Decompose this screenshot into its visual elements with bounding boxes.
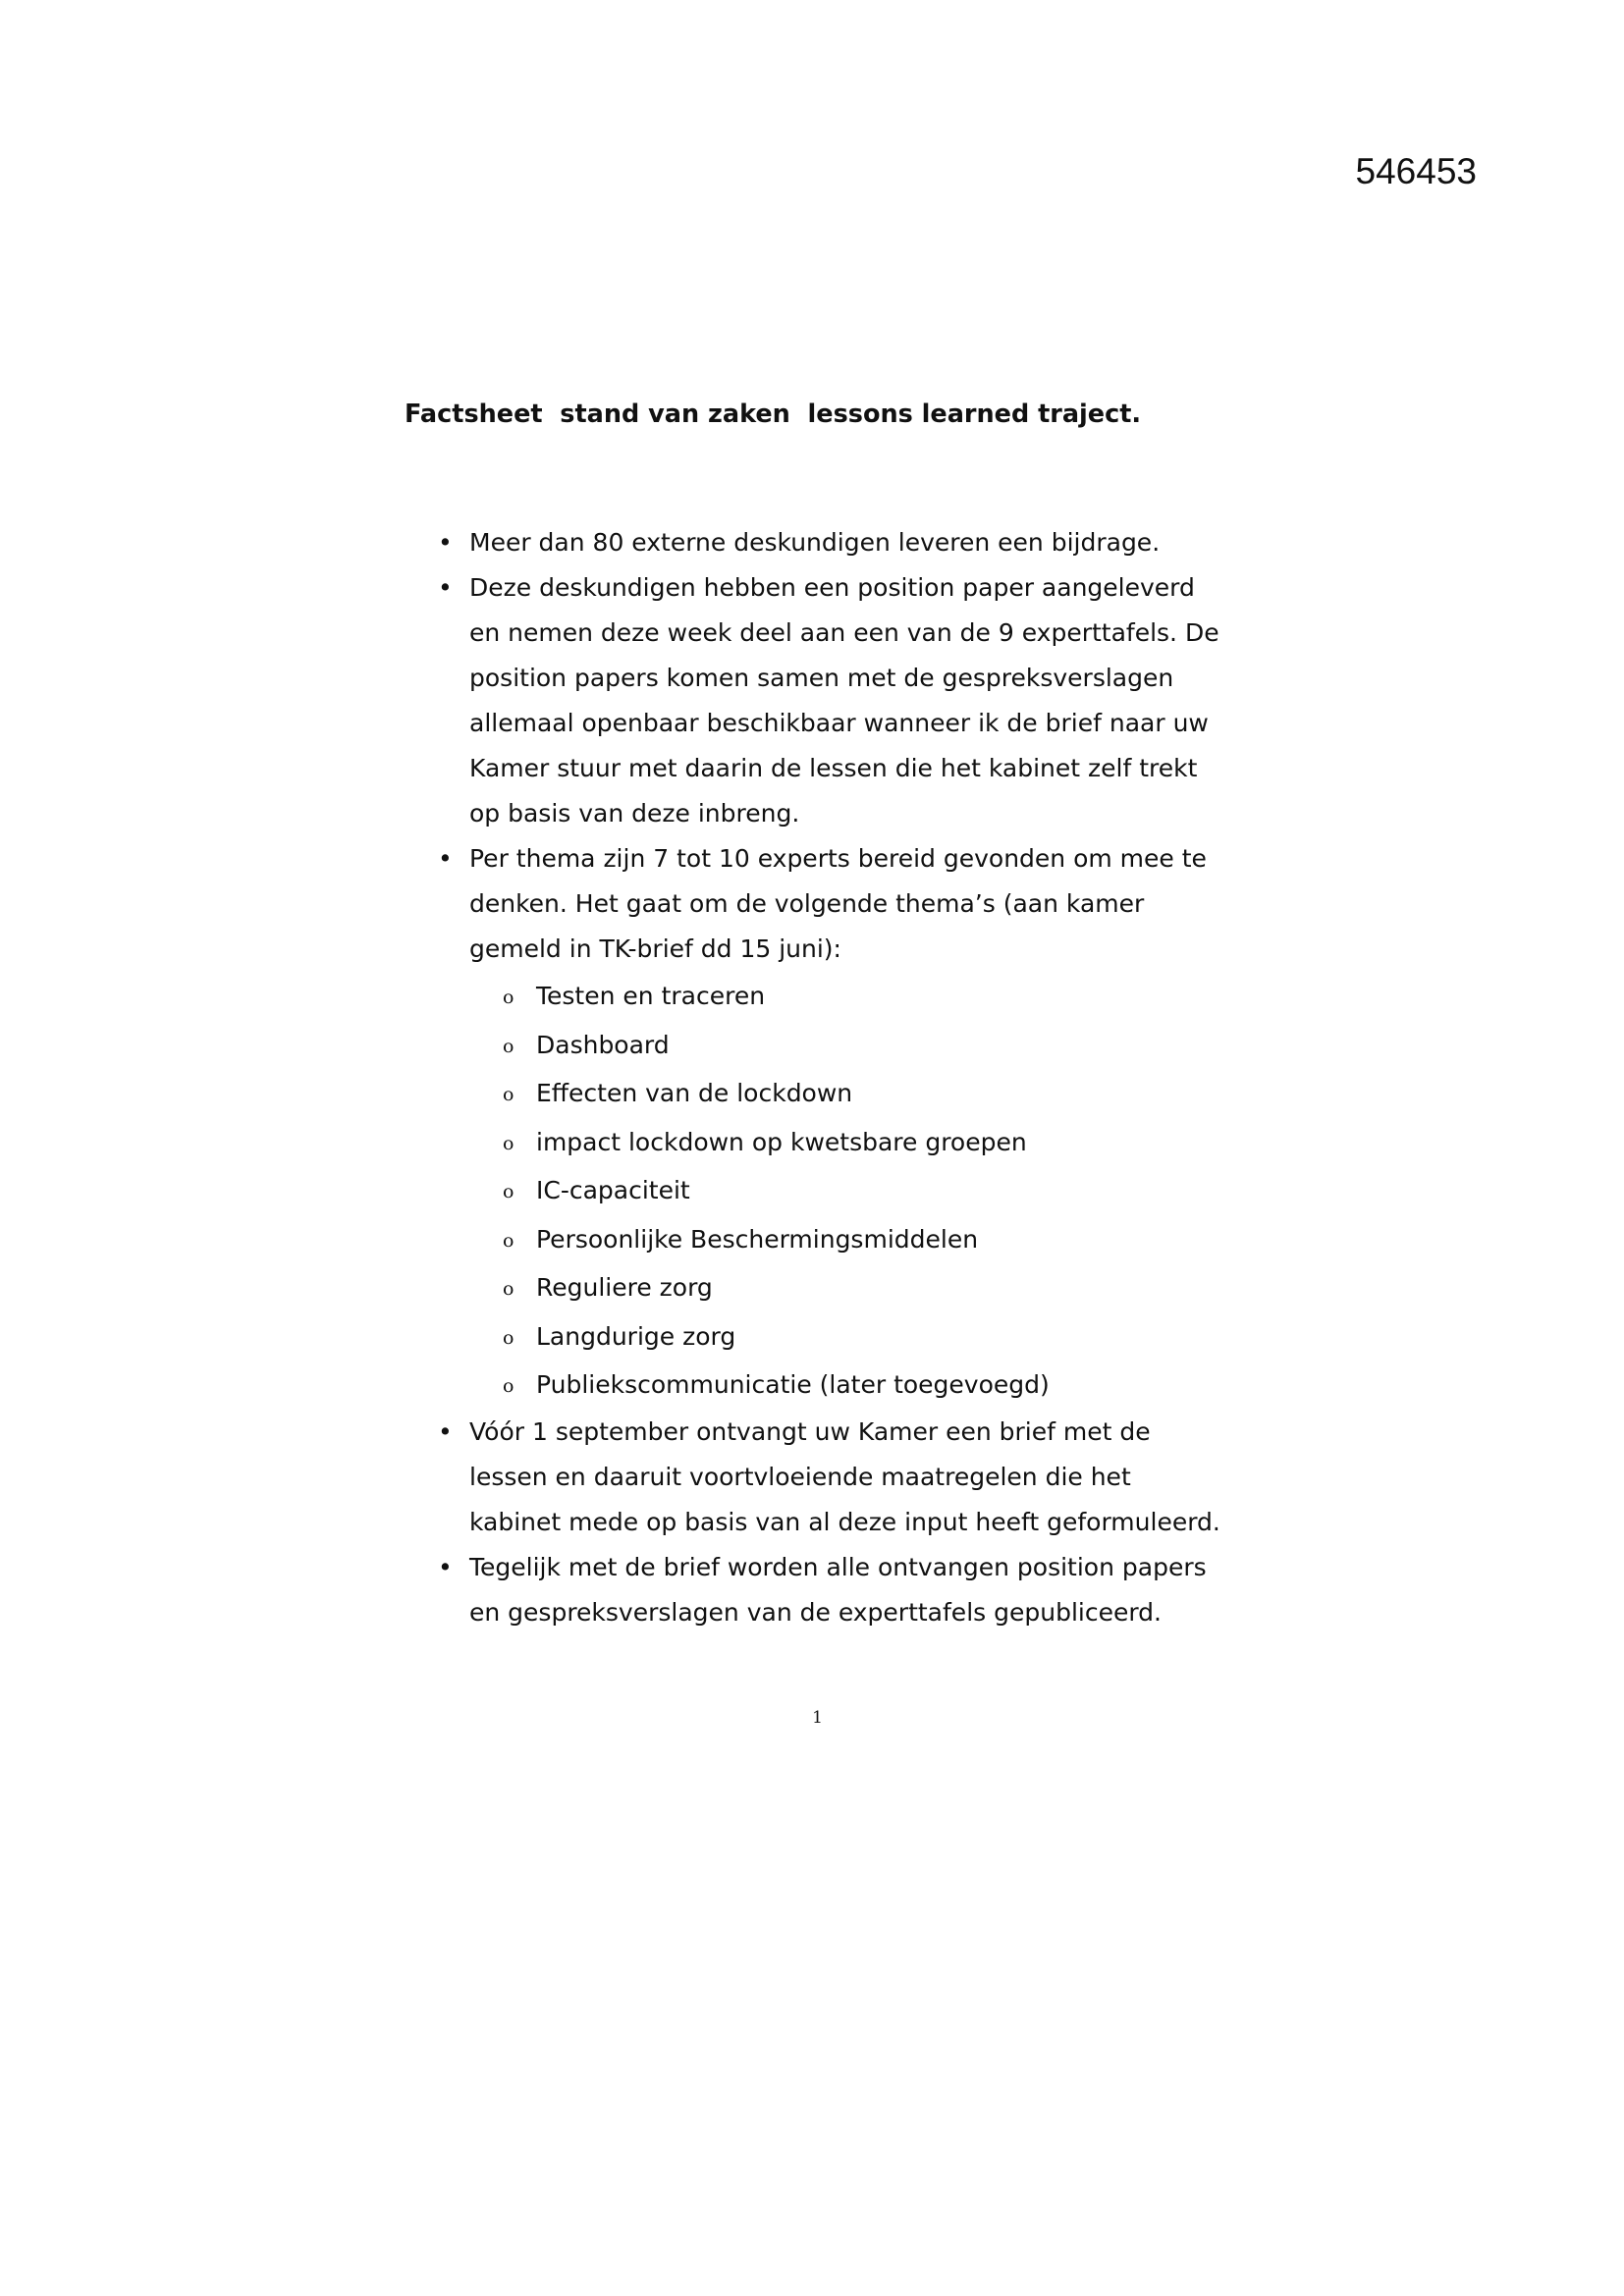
- item-text: [469, 1410, 1255, 1545]
- bullet-icon: •: [438, 528, 453, 557]
- theme-label: Persoonlijke Beschermingsmiddelen: [536, 1224, 979, 1254]
- theme-item: [503, 1118, 1255, 1167]
- fact-list: [438, 520, 1255, 1635]
- text-line: Meer dan 80 externe deskundigen leveren een bijdrage.: [469, 528, 1161, 557]
- text-line: allemaal openbaar beschikbaar wanneer ik de brief naar uw: [469, 709, 1209, 737]
- theme-label: impact lockdown op kwetsbare groepen: [536, 1127, 1027, 1156]
- theme-item: [503, 1312, 1255, 1362]
- circle-bullet-icon: o: [503, 1132, 514, 1154]
- text-line: Tegelijk met de brief worden alle ontvangen position papers: [469, 1552, 1207, 1581]
- text-line: en gespreksverslagen van de experttafels gepubliceerd.: [469, 1597, 1162, 1627]
- theme-label: Langdurige zorg: [536, 1321, 736, 1351]
- theme-item: [503, 1263, 1255, 1312]
- bullet-icon: •: [438, 844, 453, 873]
- text-line: denken. Het gaat om de volgende thema’s (aan kamer: [469, 889, 1145, 918]
- text-line: op basis van deze inbreng.: [469, 799, 800, 828]
- theme-item: [503, 1166, 1255, 1215]
- bullet-icon: •: [438, 1416, 453, 1446]
- text-line: position papers komen samen met de gespreksverslagen: [469, 664, 1174, 692]
- list-item: [438, 836, 1255, 1410]
- circle-bullet-icon: o: [503, 1181, 514, 1202]
- circle-bullet-icon: o: [503, 1278, 514, 1300]
- theme-item: [503, 1361, 1255, 1410]
- list-item: [438, 1410, 1255, 1545]
- bullet-icon: •: [438, 573, 453, 602]
- list-item: [438, 1545, 1255, 1635]
- circle-bullet-icon: o: [503, 1375, 514, 1397]
- circle-bullet-icon: o: [503, 1084, 514, 1105]
- item-text: [469, 1545, 1255, 1635]
- list-item: [438, 520, 1255, 565]
- theme-label: Effecten van de lockdown: [536, 1079, 853, 1107]
- text-line: Kamer stuur met daarin de lessen die het kabinet zelf trekt: [469, 754, 1198, 782]
- theme-item: [503, 1021, 1255, 1070]
- bullet-icon: •: [438, 1552, 453, 1581]
- item-text: [469, 565, 1255, 836]
- text-line: Vóór 1 september ontvangt uw Kamer een brief met de: [469, 1416, 1151, 1446]
- document-title: Factsheet stand van zaken lessons learned traject.: [405, 400, 1142, 429]
- theme-list: [469, 972, 1255, 1410]
- theme-label: Reguliere zorg: [536, 1273, 713, 1302]
- circle-bullet-icon: o: [503, 1035, 514, 1057]
- theme-item: [503, 972, 1255, 1021]
- item-text: [469, 836, 1255, 972]
- text-line: Deze deskundigen hebben een position paper aangeleverd: [469, 573, 1195, 602]
- theme-label: Testen en traceren: [536, 982, 766, 1010]
- text-line: kabinet mede op basis van al deze input heeft geformuleerd.: [469, 1507, 1220, 1536]
- text-line: lessen en daaruit voortvloeiende maatregelen die het: [469, 1462, 1131, 1491]
- theme-label: IC-capaciteit: [536, 1176, 690, 1204]
- theme-item: [503, 1069, 1255, 1118]
- document-number: 546453: [1355, 151, 1477, 191]
- text-line: Per thema zijn 7 tot 10 experts bereid gevonden om mee te: [469, 844, 1207, 873]
- theme-item: [503, 1215, 1255, 1264]
- text-line: gemeld in TK-brief dd 15 juni):: [469, 934, 841, 963]
- item-text: [469, 520, 1255, 565]
- list-item: [438, 565, 1255, 836]
- circle-bullet-icon: o: [503, 987, 514, 1008]
- page-number: 1: [812, 1708, 823, 1728]
- text-line: en nemen deze week deel aan een van de 9 experttafels. De: [469, 618, 1219, 647]
- circle-bullet-icon: o: [503, 1229, 514, 1252]
- theme-label: Publiekscommunicatie (later toegevoegd): [536, 1370, 1050, 1399]
- circle-bullet-icon: o: [503, 1326, 514, 1349]
- theme-label: Dashboard: [536, 1030, 670, 1059]
